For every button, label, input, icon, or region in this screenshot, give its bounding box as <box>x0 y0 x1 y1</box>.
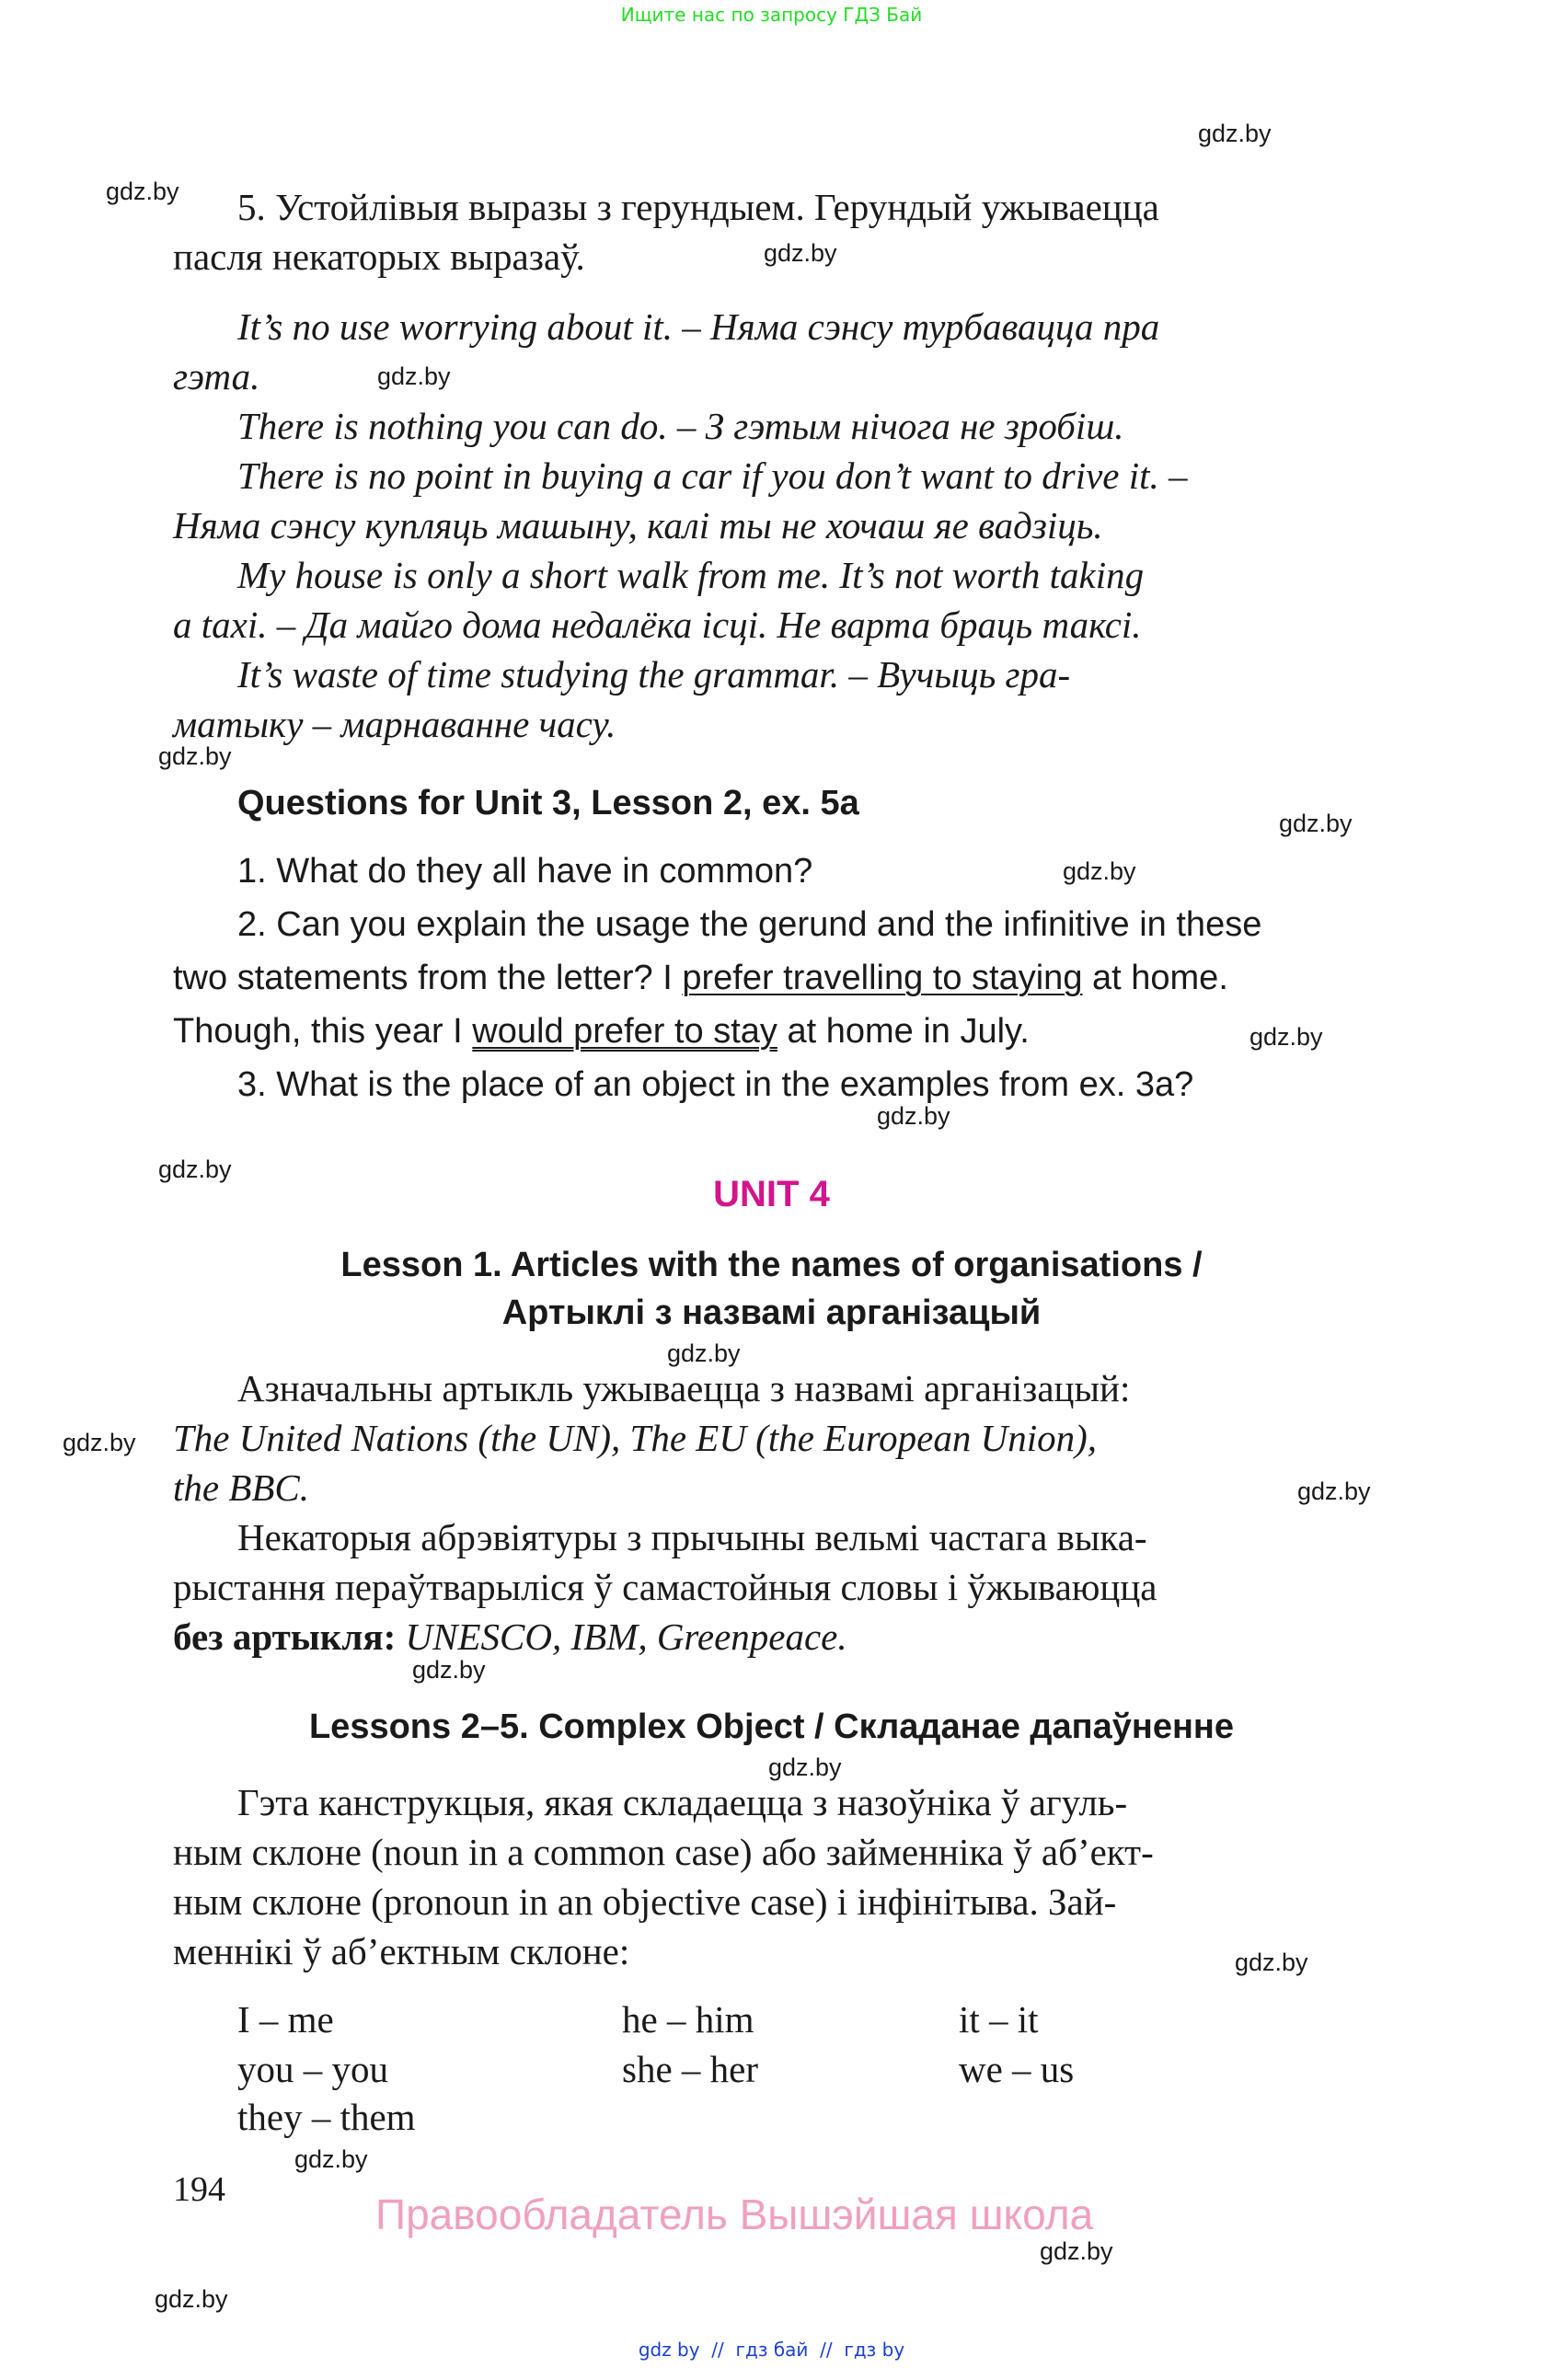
lesson1-p1-line1: Азначальны артыкль ужываецца з назвамі арганізацый: <box>237 1367 1131 1409</box>
section-title-line1: 5. Устойлівыя выразы з герундыем. Герундый ужываецца <box>237 186 1159 228</box>
question-2-line2-text: two statements from the letter? I <box>173 959 683 997</box>
lesson1-p2-line3 <box>173 1612 847 1661</box>
watermark: gdz.by <box>1198 120 1272 147</box>
watermark: gdz.by <box>768 1753 842 1781</box>
question-3: 3. What is the place of an object in the examples from ex. 3a? <box>237 1065 1194 1104</box>
question-2-line2-end: at home. <box>1082 959 1228 997</box>
example-3-line1: There is no point in buying a car if you don’t want to drive it. – <box>237 454 1188 497</box>
question-2-line3-end: at home in July. <box>777 1012 1030 1051</box>
abbreviation-examples: UNESCO, IBM, Greenpeace. <box>396 1615 847 1658</box>
watermark: gdz.by <box>1235 1949 1308 1976</box>
question-2-line1: 2. Can you explain the usage the gerund and the infinitive in these <box>237 905 1262 944</box>
watermark: gdz.by <box>294 2145 368 2173</box>
pronoun-cell: you – you <box>237 2048 388 2090</box>
underlined-infinitive-example: would prefer to stay <box>472 1012 777 1051</box>
copyright-notice: Правообладатель Вышэйшая школа <box>375 2190 1094 2238</box>
lessons2-5-p-line1: Гэта канструкцыя, якая складаецца з назоўніка ў агуль- <box>237 1781 1128 1823</box>
example-2: There is nothing you can do. – З гэтым нічога не зробіш. <box>237 405 1124 447</box>
watermark: gdz.by <box>667 1339 741 1367</box>
watermark: gdz.by <box>1040 2237 1113 2265</box>
question-2-line3 <box>173 1005 1030 1058</box>
example-3-line2: Няма сэнсу купляць машыну, калі ты не хочаш яе вадзіць. <box>173 504 1103 546</box>
lessons2-5-p-line4: меннікі ў аб’ектным склоне: <box>173 1930 630 1972</box>
page-number: 194 <box>173 2170 225 2209</box>
example-1-line1: It’s no use worrying about it. – Няма сэнсу турбавацца пра <box>237 305 1160 348</box>
watermark: gdz.by <box>158 1156 232 1183</box>
lesson1-heading-line2: Артыклі з назвамі арганізацый <box>501 1293 1042 1332</box>
pronoun-cell: he – him <box>622 1998 754 2041</box>
bold-phrase: без артыкля: <box>173 1615 397 1658</box>
unit-title: UNIT 4 <box>713 1174 830 1214</box>
watermark: gdz.by <box>106 178 179 205</box>
watermark: gdz.by <box>1063 857 1136 885</box>
question-2-line3-text: Though, this year I <box>173 1012 473 1051</box>
watermark: gdz.by <box>155 2285 228 2313</box>
question-2-line2 <box>173 951 1228 1005</box>
pronoun-cell: it – it <box>959 1998 1039 2041</box>
watermark: gdz.by <box>764 239 837 267</box>
pronoun-cell: they – them <box>237 2096 416 2138</box>
watermark: gdz.by <box>63 1429 136 1456</box>
watermark: gdz.by <box>1279 810 1353 837</box>
watermark: gdz.by <box>158 742 232 770</box>
example-5-line1: It’s waste of time studying the grammar. – Вучыць гра- <box>237 653 1071 696</box>
lesson1-p1-line2: The United Nations (the UN), The EU (the European Union), <box>173 1417 1097 1459</box>
watermark: gdz.by <box>412 1656 486 1684</box>
section-title-line2: пасля некаторых выразаў. <box>173 236 585 278</box>
watermark: gdz.by <box>377 362 451 390</box>
lesson1-p1-line3: the BBC. <box>173 1466 310 1509</box>
lesson1-p2-line1: Некаторыя абрэвіятуры з прычыны вельмі частага выка- <box>237 1516 1147 1558</box>
questions-heading: Questions for Unit 3, Lesson 2, ex. 5a <box>237 784 859 822</box>
lessons2-5-heading: Lessons 2–5. Complex Object / Складанае дапаўненне <box>308 1707 1235 1746</box>
lessons2-5-p-line3: ным склоне (pronoun in an objective case) і інфінітыва. Зай- <box>173 1880 1117 1923</box>
watermark: gdz.by <box>877 1102 950 1130</box>
lessons2-5-p-line2: ным склоне (noun in a common case) або займенніка ў аб’ект- <box>173 1831 1154 1873</box>
pronoun-cell: she – her <box>622 2048 759 2090</box>
question-1: 1. What do they all have in common? <box>237 852 813 891</box>
watermark: gdz.by <box>1297 1477 1371 1505</box>
example-5-line2: матыку – марнаванне часу. <box>173 703 616 745</box>
example-1-line2: гэта. <box>173 355 260 397</box>
watermark: gdz.by <box>1249 1023 1323 1051</box>
example-4-line1: My house is only a short walk from me. It’s not worth taking <box>237 554 1145 596</box>
lesson1-heading-line1: Lesson 1. Articles with the names of organisations / <box>340 1246 1203 1284</box>
pronoun-cell: I – me <box>237 1998 334 2041</box>
underlined-gerund-example: prefer travelling to staying <box>682 959 1083 997</box>
footer-links[interactable]: gdz by // гдз бай // гдз by <box>638 2339 905 2361</box>
pronoun-cell: we – us <box>959 2048 1075 2090</box>
search-banner: Ищите нас по запросу ГДЗ Бай <box>620 4 923 26</box>
lesson1-p2-line2: рыстання пераўтварыліся ў самастойныя словы і ўжываюцца <box>173 1566 1157 1608</box>
example-4-line2: a taxi. – Да майго дома недалёка ісці. Не варта браць таксі. <box>173 604 1142 646</box>
